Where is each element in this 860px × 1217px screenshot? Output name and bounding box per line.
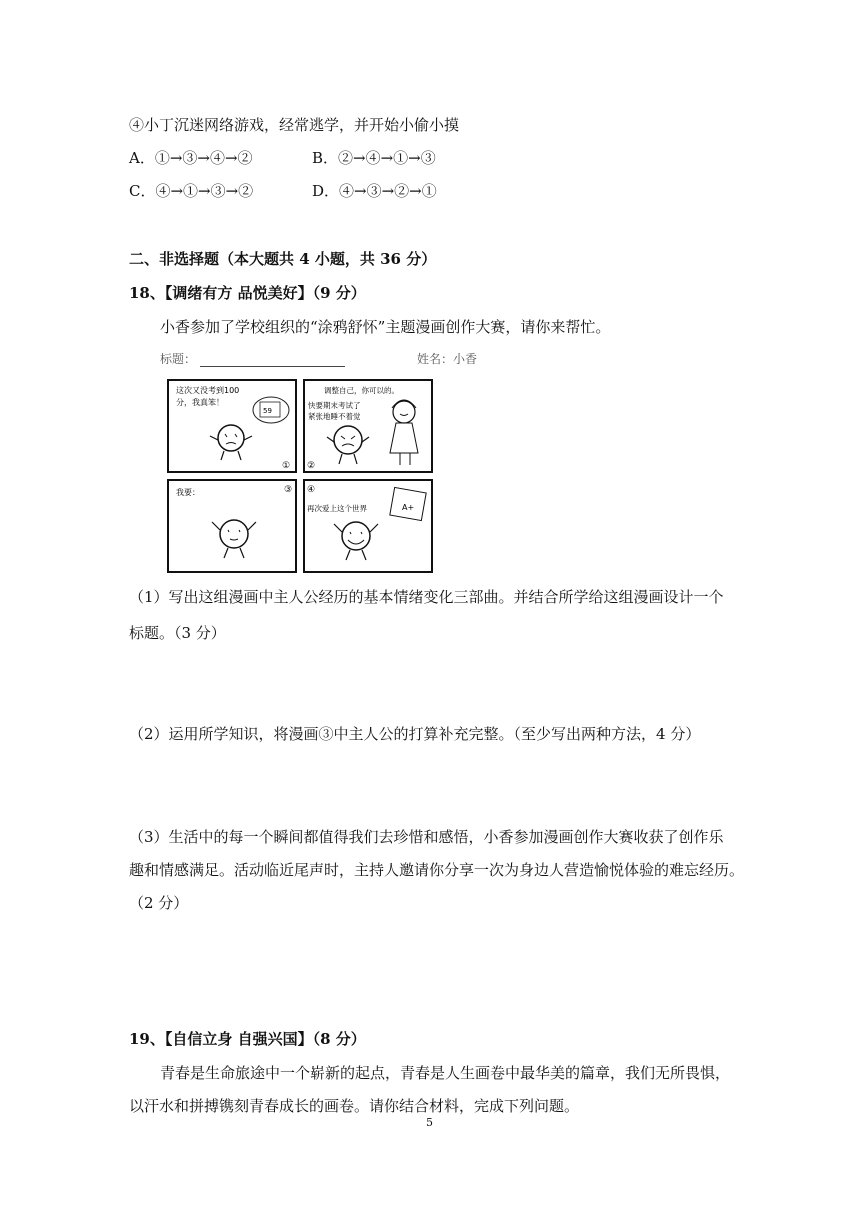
panel4-number: ④ — [307, 485, 316, 495]
panel3-number: ③ — [284, 485, 293, 495]
section-title: 二、非选择题（本大题共 4 小题，共 36 分） — [129, 250, 437, 268]
q17-option-d: D．④→③→②→① — [312, 182, 437, 200]
title-blank-line — [200, 366, 345, 367]
panel2-number: ② — [307, 461, 316, 471]
comic-title-label — [160, 350, 345, 367]
q17-option-c: C．④→①→③→② — [129, 182, 254, 200]
q17-item4: ④小丁沉迷网络游戏，经常逃学，并开始小偷小摸 — [129, 116, 460, 134]
girl-dress-icon — [390, 423, 418, 453]
title-label-text: 标题： — [160, 352, 197, 366]
panel1-text-line2: 分，我真笨！ — [176, 398, 224, 407]
q19-line2: 以汗水和拼搏镌刻青春成长的画卷。请你结合材料，完成下列问题。 — [129, 1097, 580, 1115]
panel2-text-line3: 紧张地睡不着觉 — [308, 412, 361, 421]
character-thinking-face — [220, 520, 248, 548]
q19-heading: 19、【自信立身 自强兴国】（8 分） — [129, 1030, 366, 1048]
panel4-text: 再次爱上这个世界 — [307, 504, 367, 513]
comic-author-label: 姓名：小香 — [417, 352, 478, 366]
panel2-text-line2: 快要期末考试了 — [308, 401, 361, 410]
q18-sub2: （2）运用所学知识，将漫画③中主人公的打算补充完整。（至少写出两种方法，4 分） — [129, 725, 701, 743]
character-crying-face — [334, 426, 362, 454]
q17-option-b: B．②→④→①→③ — [312, 149, 436, 167]
q18-sub3-line2: 趣和情感满足。活动临近尾声时，主持人邀请你分享一次为身边人营造愉悦体验的难忘经历。 — [129, 861, 745, 879]
character-sad-face — [218, 425, 244, 451]
q18-sub1-line1: （1）写出这组漫画中主人公经历的基本情绪变化三部曲。并结合所学给这组漫画设计一个 — [129, 588, 724, 606]
panel1-text-line1: 这次又没考到100 — [176, 386, 240, 395]
paper-grade: A+ — [402, 503, 415, 512]
q18-sub1-line2: 标题。（3 分） — [129, 624, 226, 642]
q19-line1: 青春是生命旅途中一个崭新的起点，青春是人生画卷中最华美的篇章，我们无所畏惧， — [160, 1064, 731, 1082]
girl-head-icon — [393, 401, 415, 423]
comic-panel-4 — [304, 480, 432, 572]
q18-sub3-line3: （2 分） — [129, 894, 189, 912]
comic-strip — [166, 378, 434, 574]
q17-option-a: A．①→③→④→② — [129, 149, 253, 167]
character-happy-face — [342, 522, 370, 550]
q18-sub3-line1: （3）生活中的每一个瞬间都值得我们去珍惜和感悟，小香参加漫画创作大赛收获了创作乐 — [129, 828, 724, 846]
test-score: 59 — [263, 407, 272, 415]
panel2-text-line1: 调整自己，你可以的。 — [324, 386, 399, 395]
comic-strip-svg — [166, 378, 434, 574]
q18-intro: 小香参加了学校组织的“涂鸦舒怀”主题漫画创作大赛，请你来帮忙。 — [160, 318, 611, 336]
q18-heading: 18、【调绪有方 品悦美好】（9 分） — [129, 284, 366, 302]
panel1-number: ① — [282, 461, 291, 471]
panel3-text: 我要： — [176, 488, 200, 497]
page-number: 5 — [426, 1116, 433, 1129]
